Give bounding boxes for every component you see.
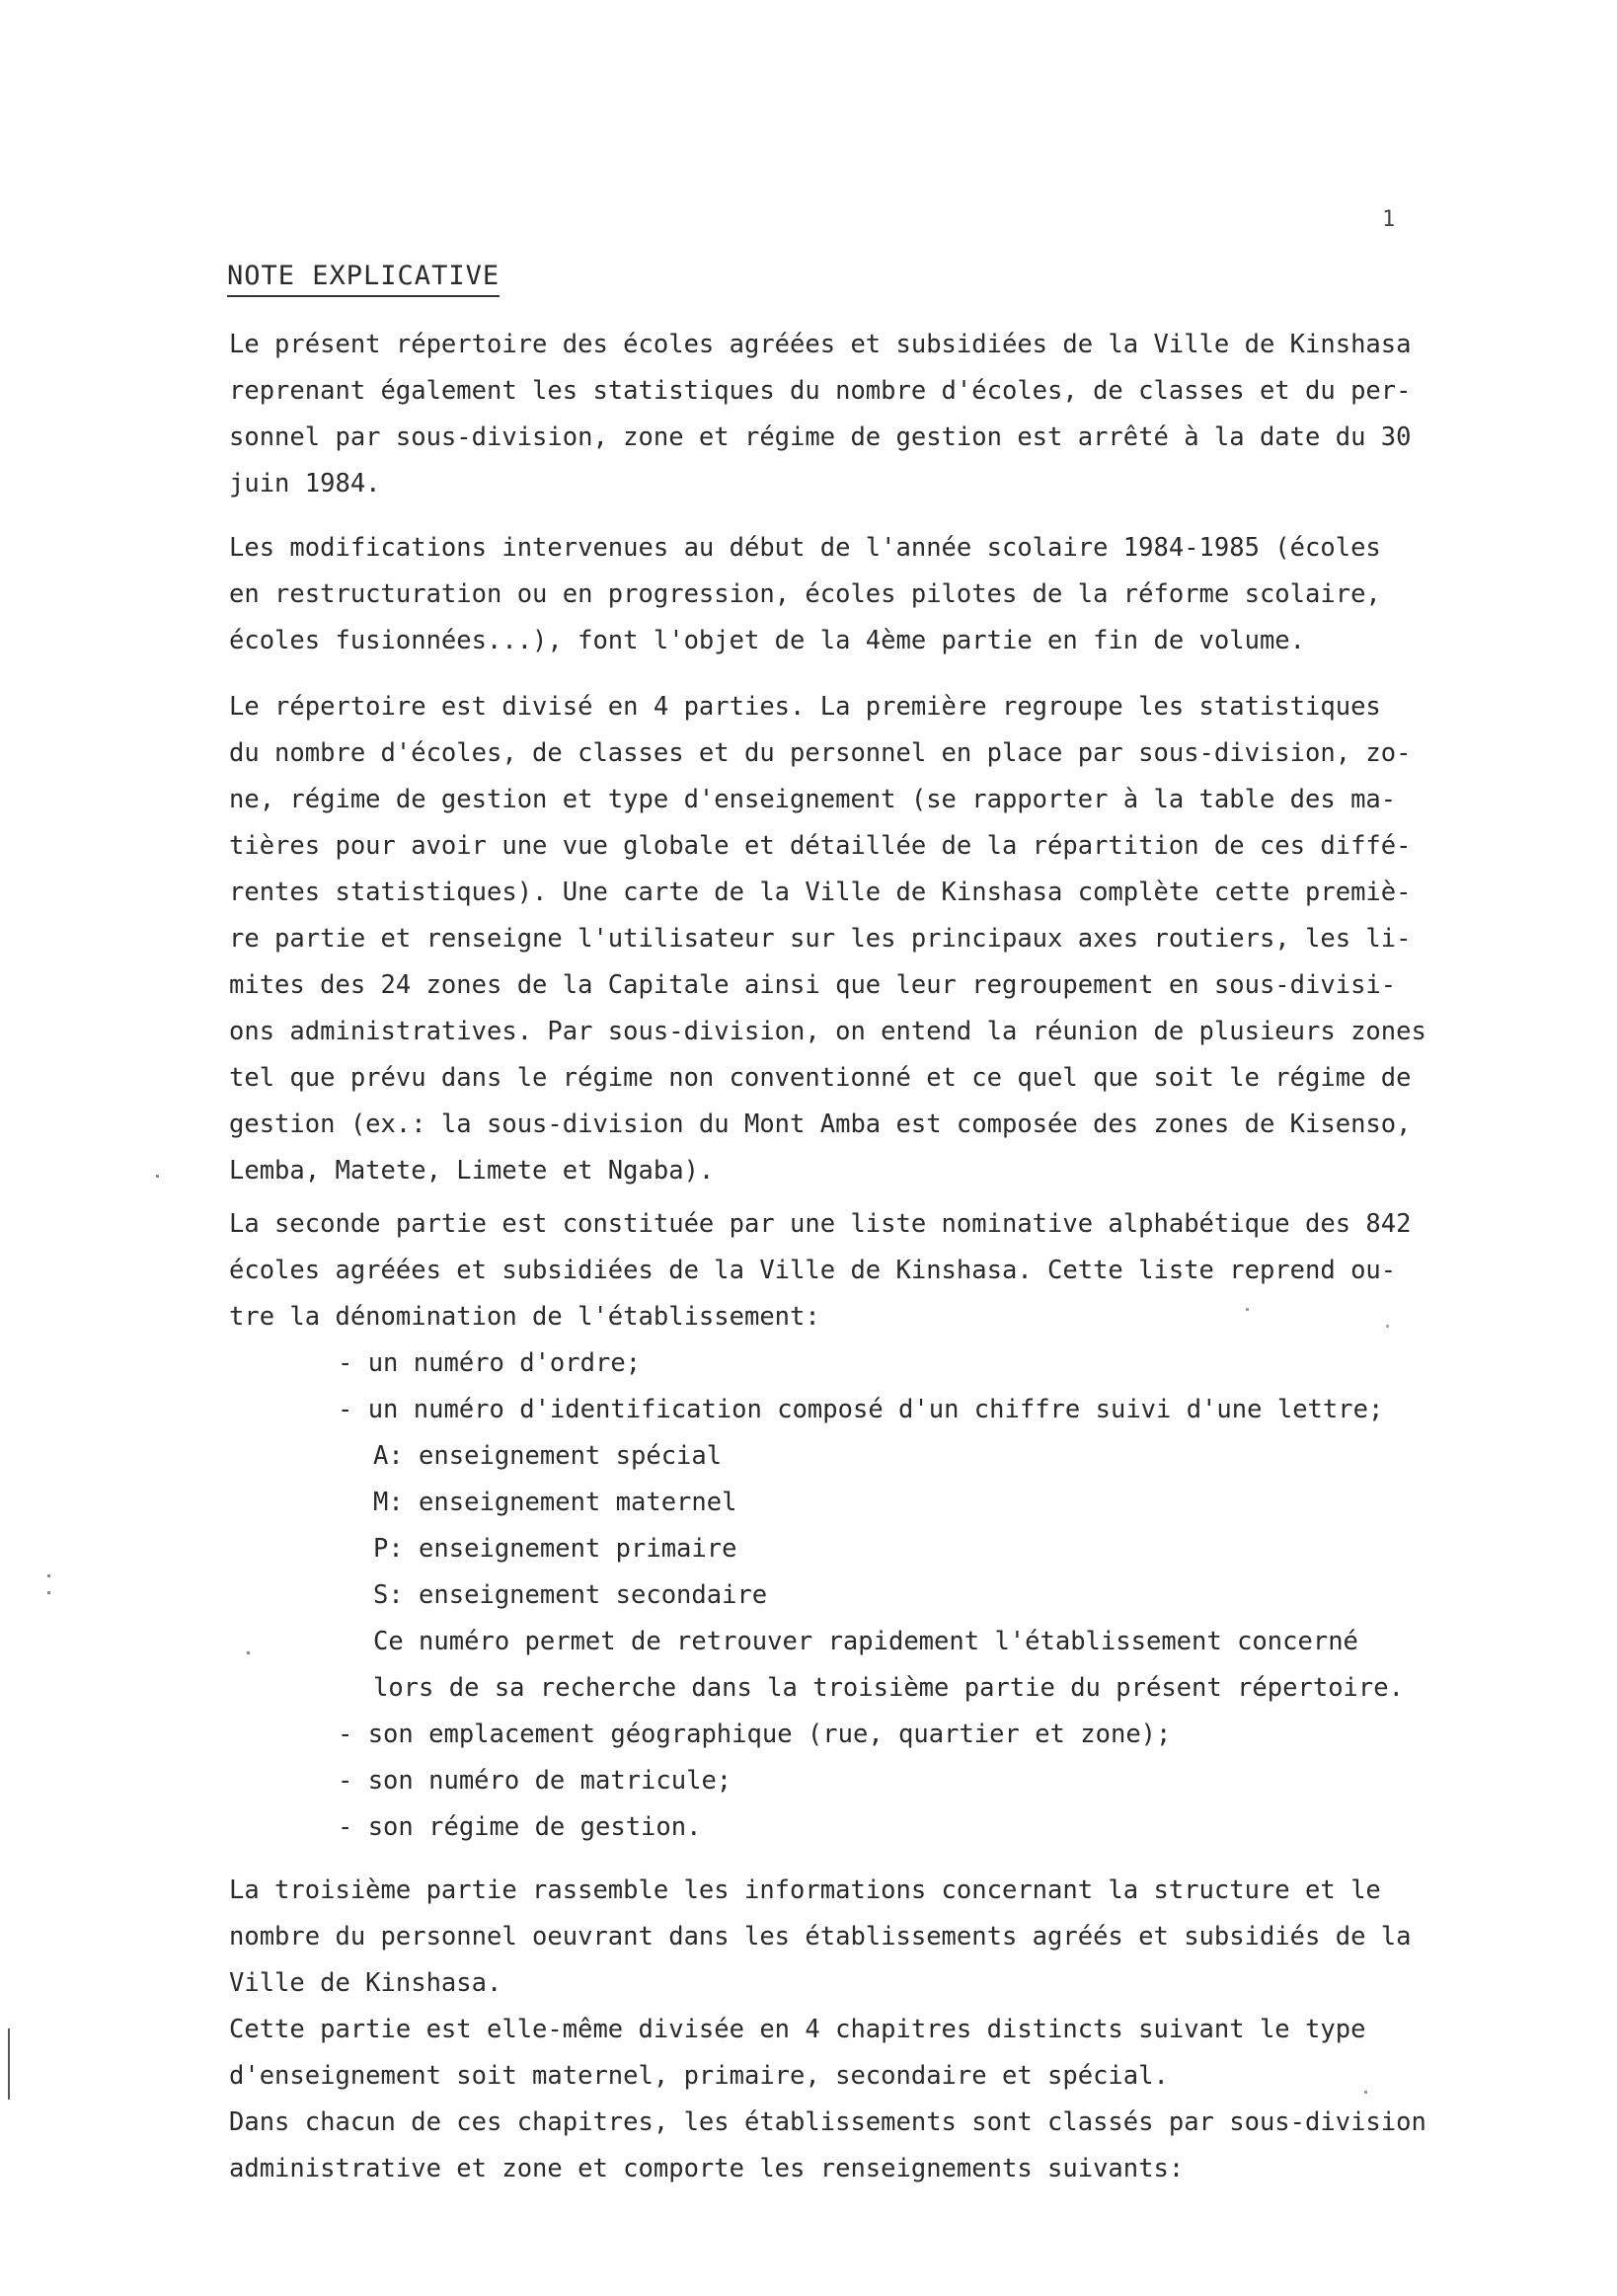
scan-mark-dot bbox=[247, 1651, 250, 1654]
text-line: Les modifications intervenues au début de l'année scolaire 1984-1985 (écoles bbox=[229, 533, 1381, 563]
page-heading: NOTE EXPLICATIVE bbox=[227, 261, 500, 297]
text-line: tières pour avoir une vue globale et détaillée de la répartition de ces diffé- bbox=[229, 831, 1412, 861]
text-line: re partie et renseigne l'utilisateur sur les principaux axes routiers, les li- bbox=[229, 924, 1412, 954]
page-number: 1 bbox=[1382, 207, 1396, 232]
text-line: tre la dénomination de l'établissement: bbox=[229, 1302, 820, 1332]
list-identification bbox=[338, 1340, 1383, 1433]
list-item: - un numéro d'ordre; bbox=[338, 1348, 642, 1378]
list-item: M: enseignement maternel bbox=[373, 1488, 737, 1517]
paragraph-scope bbox=[229, 322, 1411, 507]
text-line: Dans chacun de ces chapitres, les établissements sont classés par sous-division bbox=[229, 2107, 1426, 2137]
scan-mark-dot bbox=[47, 1574, 50, 1577]
text-line: reprenant également les statistiques du nombre d'écoles, de classes et du per- bbox=[229, 376, 1412, 406]
scan-mark-left-bar bbox=[8, 2028, 10, 2100]
text-line: du nombre d'écoles, de classes et du personnel en place par sous-division, zo- bbox=[229, 738, 1412, 768]
text-line: tel que prévu dans le régime non conventionné et ce quel que soit le régime de bbox=[229, 1063, 1412, 1093]
text-line: Le répertoire est divisé en 4 parties. La première regroupe les statistiques bbox=[229, 692, 1381, 722]
list-item: P: enseignement primaire bbox=[373, 1534, 737, 1564]
list-item: - un numéro d'identification composé d'un chiffre suivi d'une lettre; bbox=[338, 1395, 1384, 1424]
text-line: écoles agréées et subsidiées de la Ville de Kinshasa. Cette liste reprend ou- bbox=[229, 1256, 1397, 1285]
text-line: rentes statistiques). Une carte de la Ville de Kinshasa complète cette premiè- bbox=[229, 878, 1412, 907]
text-line: mites des 24 zones de la Capitale ainsi que leur regroupement en sous-divisi- bbox=[229, 970, 1397, 1000]
text-line: Cette partie est elle-même divisée en 4 chapitres distincts suivant le type bbox=[229, 2015, 1366, 2044]
paragraph-third-part bbox=[229, 1868, 1426, 2192]
list-type-codes bbox=[373, 1433, 1404, 1712]
paragraph-first-part bbox=[229, 684, 1426, 1194]
list-item: Ce numéro permet de retrouver rapidement l'établissement concerné bbox=[373, 1627, 1358, 1656]
text-line: nombre du personnel oeuvrant dans les établissements agréés et subsidiés de la bbox=[229, 1922, 1412, 1952]
text-line: Ville de Kinshasa. bbox=[229, 1968, 502, 1998]
list-item: - son emplacement géographique (rue, quartier et zone); bbox=[338, 1720, 1172, 1749]
text-line: La troisième partie rassemble les informations concernant la structure et le bbox=[229, 1875, 1381, 1905]
paragraph-second-part bbox=[229, 1201, 1411, 1340]
scan-mark-dot bbox=[1246, 1308, 1249, 1311]
scan-mark-dot bbox=[47, 1591, 50, 1594]
text-line: sonnel par sous-division, zone et régime de gestion est arrêté à la date du 30 bbox=[229, 422, 1412, 452]
scan-mark-dot bbox=[1386, 1325, 1389, 1328]
list-item: lors de sa recherche dans la troisième partie du présent répertoire. bbox=[373, 1673, 1404, 1703]
text-line: ons administratives. Par sous-division, on entend la réunion de plusieurs zones bbox=[229, 1017, 1426, 1046]
paragraph-modifications bbox=[229, 525, 1381, 664]
text-line: Le présent répertoire des écoles agréées et subsidiées de la Ville de Kinshasa bbox=[229, 330, 1412, 359]
list-item: - son régime de gestion. bbox=[338, 1812, 702, 1842]
list-item: A: enseignement spécial bbox=[373, 1441, 723, 1471]
scan-mark-dot bbox=[156, 1175, 159, 1178]
text-line: gestion (ex.: la sous-division du Mont Amba est composée des zones de Kisenso, bbox=[229, 1110, 1412, 1139]
text-line: administrative et zone et comporte les renseignements suivants: bbox=[229, 2154, 1185, 2183]
scan-mark-dot bbox=[1364, 2091, 1367, 2094]
text-line: Lemba, Matete, Limete et Ngaba). bbox=[229, 1156, 715, 1186]
list-item: S: enseignement secondaire bbox=[373, 1580, 768, 1610]
text-line: ne, régime de gestion et type d'enseignement (se rapporter à la table des ma- bbox=[229, 785, 1397, 814]
text-line: d'enseignement soit maternel, primaire, secondaire et spécial. bbox=[229, 2061, 1169, 2091]
list-item: - son numéro de matricule; bbox=[338, 1766, 732, 1796]
text-line: La seconde partie est constituée par une liste nominative alphabétique des 842 bbox=[229, 1209, 1412, 1239]
text-line: juin 1984. bbox=[229, 469, 381, 498]
text-line: écoles fusionnées...), font l'objet de la 4ème partie en fin de volume. bbox=[229, 626, 1306, 655]
list-location bbox=[338, 1712, 1171, 1851]
text-line: en restructuration ou en progression, écoles pilotes de la réforme scolaire, bbox=[229, 579, 1381, 609]
